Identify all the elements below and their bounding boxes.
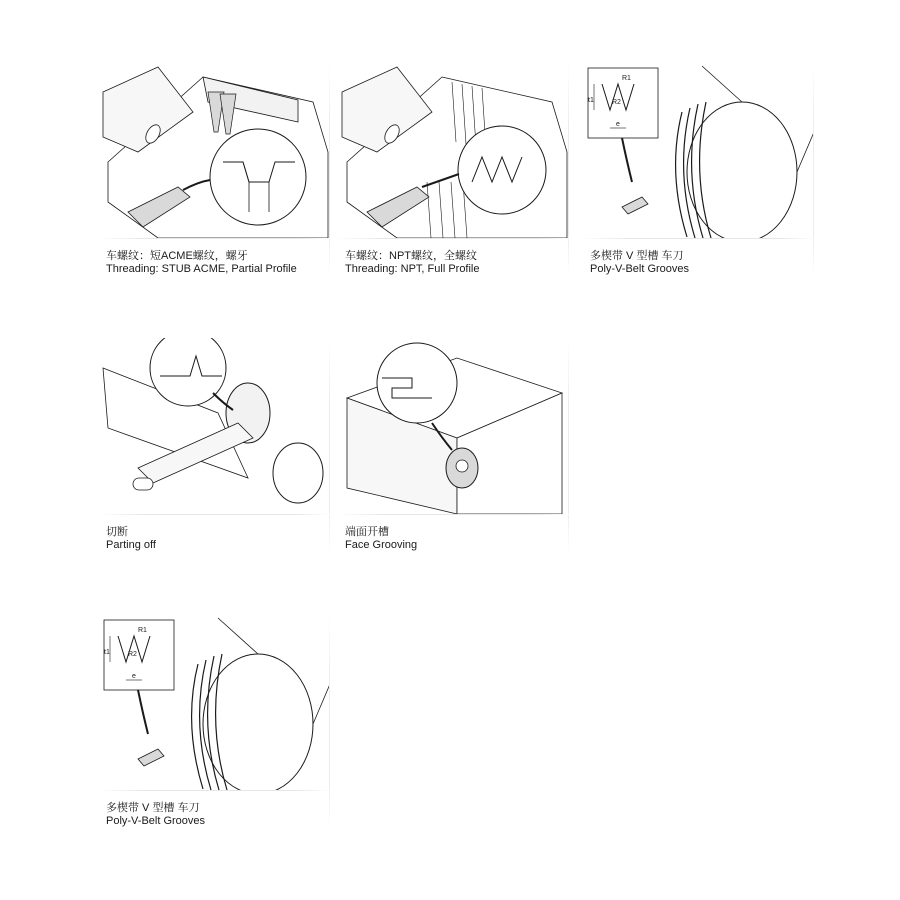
npt-threading-illustration [337, 62, 569, 238]
caption-en: Poly-V-Belt Grooves [590, 263, 690, 275]
card-divider [568, 62, 569, 278]
card-stub-acme-threading [98, 62, 330, 278]
card-divider [329, 338, 330, 554]
card-divider [329, 614, 330, 830]
card-divider [98, 790, 330, 791]
caption-en: Face Grooving [345, 539, 418, 551]
caption-zh: 车螺纹：NPT螺纹，全螺纹 [345, 250, 477, 262]
card-divider [813, 62, 814, 278]
card-divider [337, 238, 569, 239]
poly-v-belt-illustration [582, 62, 814, 238]
r2-label: R2 [612, 99, 621, 106]
caption [345, 250, 567, 276]
face-grooving-illustration [337, 338, 569, 514]
caption [106, 250, 328, 276]
card-face-grooving [337, 338, 569, 554]
r1-label: R1 [622, 75, 631, 82]
r2-label: R2 [128, 651, 137, 658]
card-divider [329, 62, 330, 278]
caption-zh: 多楔带 V 型槽 车刀 [590, 250, 684, 262]
caption-zh: 切断 [106, 526, 128, 538]
caption [590, 250, 812, 276]
caption-en: Parting off [106, 539, 156, 551]
card-npt-threading [337, 62, 569, 278]
caption-en: Poly-V-Belt Grooves [106, 815, 206, 827]
card-divider [582, 238, 814, 239]
e-label: e [132, 673, 136, 680]
card-divider [568, 338, 569, 554]
caption-en: Threading: STUB ACME, Partial Profile [106, 263, 297, 275]
card-divider [98, 514, 330, 515]
caption [106, 526, 328, 552]
card-parting-off [98, 338, 330, 554]
caption-en: Threading: NPT, Full Profile [345, 263, 480, 275]
t1-label: t1 [104, 649, 110, 656]
e-label: e [616, 121, 620, 128]
card-poly-v-belt-grooves [582, 62, 814, 278]
caption-zh: 多楔带 V 型槽 车刀 [106, 802, 200, 814]
r1-label: R1 [138, 627, 147, 634]
caption [345, 526, 567, 552]
card-poly-v-belt-grooves-2 [98, 614, 330, 830]
card-divider [337, 514, 569, 515]
card-divider [98, 238, 330, 239]
poly-v-belt-illustration [98, 614, 330, 790]
t1-label: t1 [588, 97, 594, 104]
parting-off-illustration [98, 338, 330, 514]
caption [106, 802, 328, 828]
caption-zh: 车螺纹：短ACME螺纹，螺牙 [106, 250, 248, 262]
stub-acme-threading-illustration [98, 62, 330, 238]
caption-zh: 端面开槽 [345, 526, 389, 538]
